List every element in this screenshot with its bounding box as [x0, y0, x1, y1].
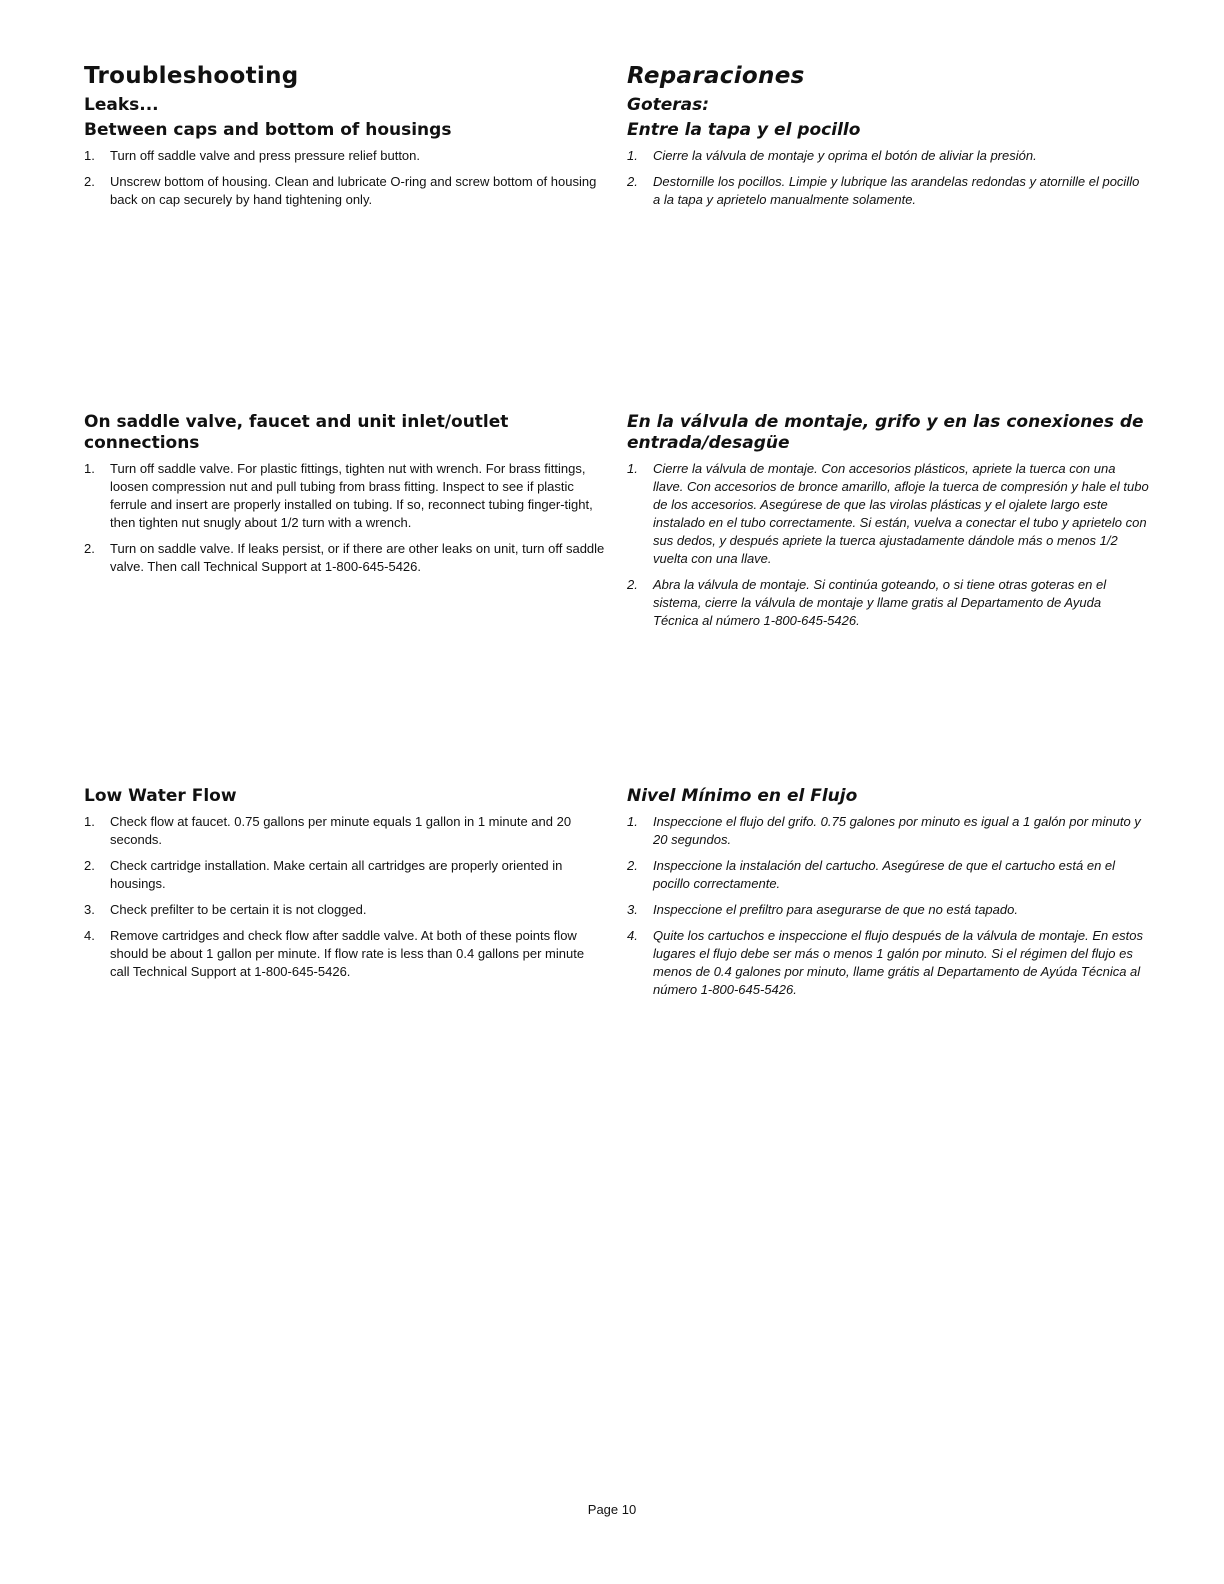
step-number: 2. [84, 858, 95, 873]
list-item [84, 857, 606, 893]
es-saddle-heading: En la válvula de montaje, grifo y en las conexiones de entrada/desagüe [627, 412, 1144, 453]
list-item [627, 813, 1149, 849]
step-text: Remove cartridges and check flow after saddle valve. At both of these points flow should be about 1 gallon per minute. If flow rate is less than 0.4 gallons per minute call Technical Support at 1-800-645-5426. [110, 928, 585, 979]
es-leaks-caps-section [627, 62, 1149, 217]
step-text: Check cartridge installation. Make certain all cartridges are properly oriented in housings. [110, 858, 563, 891]
step-number: 1. [627, 148, 638, 163]
step-text: Inspeccione la instalación del cartucho. Asegúrese de que el cartucho está en el pocillo correctamente. [653, 858, 1116, 891]
step-number: 1. [84, 814, 95, 829]
step-number: 2. [627, 858, 638, 873]
step-number: 1. [84, 461, 95, 476]
step-number: 4. [627, 928, 638, 943]
list-item [84, 147, 606, 165]
step-text: Turn off saddle valve. For plastic fittings, tighten nut with wrench. For brass fittings, loosen compression nut and pull tubing from brass fitting. Inspect to see if plastic ferrule and insert are properly installed on tubing. If so, reconnect tubing finger-tight, then tighten nut snugly about 1/2 turn with a wrench. [110, 461, 593, 530]
en-low-flow-steps [84, 813, 606, 981]
step-number: 2. [627, 174, 638, 189]
step-number: 1. [627, 461, 638, 476]
list-item [84, 173, 606, 209]
step-text: Check flow at faucet. 0.75 gallons per minute equals 1 gallon in 1 minute and 20 seconds. [110, 814, 572, 847]
en-caps-steps [84, 147, 606, 209]
list-item [627, 147, 1149, 165]
step-number: 3. [627, 902, 638, 917]
es-leaks-heading: Goteras: [627, 95, 710, 115]
list-item [84, 460, 606, 532]
en-saddle-heading: On saddle valve, faucet and unit inlet/outlet connections [84, 412, 509, 453]
list-item [84, 813, 606, 849]
es-low-flow-section [627, 786, 1149, 1007]
es-saddle-steps [627, 460, 1149, 630]
en-page-title: Troubleshooting [84, 63, 299, 89]
list-item [84, 901, 606, 919]
list-item [627, 927, 1149, 999]
step-text: Cierre la válvula de montaje y oprima el botón de aliviar la presión. [653, 148, 1037, 163]
es-low-flow-steps [627, 813, 1149, 999]
es-low-flow-heading: Nivel Mínimo en el Flujo [627, 786, 858, 806]
en-leaks-heading: Leaks... [84, 95, 159, 115]
list-item [627, 857, 1149, 893]
step-text: Check prefilter to be certain it is not clogged. [110, 902, 367, 917]
es-saddle-section [627, 412, 1149, 638]
list-item [627, 173, 1149, 209]
step-text: Abra la válvula de montaje. Si continúa goteando, o si tiene otras goteras en el sistema, cierre la válvula de montaje y llame gratis al Departamento de Ayuda Técnica al número 1-800-645-5426. [653, 577, 1107, 628]
en-caps-heading: Between caps and bottom of housings [84, 120, 452, 140]
step-number: 1. [84, 148, 95, 163]
es-page-title: Reparaciones [627, 63, 805, 89]
es-caps-steps [627, 147, 1149, 209]
en-saddle-section [84, 412, 606, 584]
step-number: 4. [84, 928, 95, 943]
step-number: 3. [84, 902, 95, 917]
list-item [627, 460, 1149, 568]
list-item [627, 576, 1149, 630]
step-text: Inspeccione el prefiltro para asegurarse de que no está tapado. [653, 902, 1018, 917]
step-text: Quite los cartuchos e inspeccione el flujo después de la válvula de montaje. En estos lugares el flujo debe ser más o menos 1 galón por minuto. Si el régimen del flujo es menos de 0.4 galones por minuto, llame grátis al Departamento de Ayúda Técnica al número 1-800-645-5426. [653, 928, 1143, 997]
step-number: 2. [84, 541, 95, 556]
step-number: 1. [627, 814, 638, 829]
en-leaks-caps-section [84, 62, 606, 217]
step-text: Turn on saddle valve. If leaks persist, or if there are other leaks on unit, turn off saddle valve. Then call Technical Support at 1-800-645-5426. [110, 541, 605, 574]
step-number: 2. [627, 577, 638, 592]
step-text: Turn off saddle valve and press pressure relief button. [110, 148, 421, 163]
list-item [84, 927, 606, 981]
step-text: Cierre la válvula de montaje. Con accesorios plásticos, apriete la tuerca con una llave. Con accesorios de bronce amarillo, afloje la tuerca de compresión y hale el tubo de los accesorios. Asegúrese de que las virolas plásticas y el ojalete largo este instalado en el tubo correctamente. Si están, vuelva a conectar el tubo y aprietelo con sus dedos, y después apriete la tuerca ajustadamente dándole más o menos 1/2 vuelta con una llave. [653, 461, 1149, 566]
list-item [84, 540, 606, 576]
es-caps-heading: Entre la tapa y el pocillo [627, 120, 861, 140]
en-saddle-steps [84, 460, 606, 576]
en-low-flow-section [84, 786, 606, 989]
page-number: Page 10 [587, 1502, 637, 1517]
step-text: Destornille los pocillos. Limpie y lubrique las arandelas redondas y atornille el pocillo a la tapa y aprietelo manualmente solamente. [653, 174, 1140, 207]
step-text: Unscrew bottom of housing. Clean and lubricate O-ring and screw bottom of housing back on cap securely by hand tightening only. [110, 174, 597, 207]
en-low-flow-heading: Low Water Flow [84, 786, 237, 806]
step-text: Inspeccione el flujo del grifo. 0.75 galones por minuto es igual a 1 galón por minuto y 20 segundos. [653, 814, 1141, 847]
step-number: 2. [84, 174, 95, 189]
list-item [627, 901, 1149, 919]
